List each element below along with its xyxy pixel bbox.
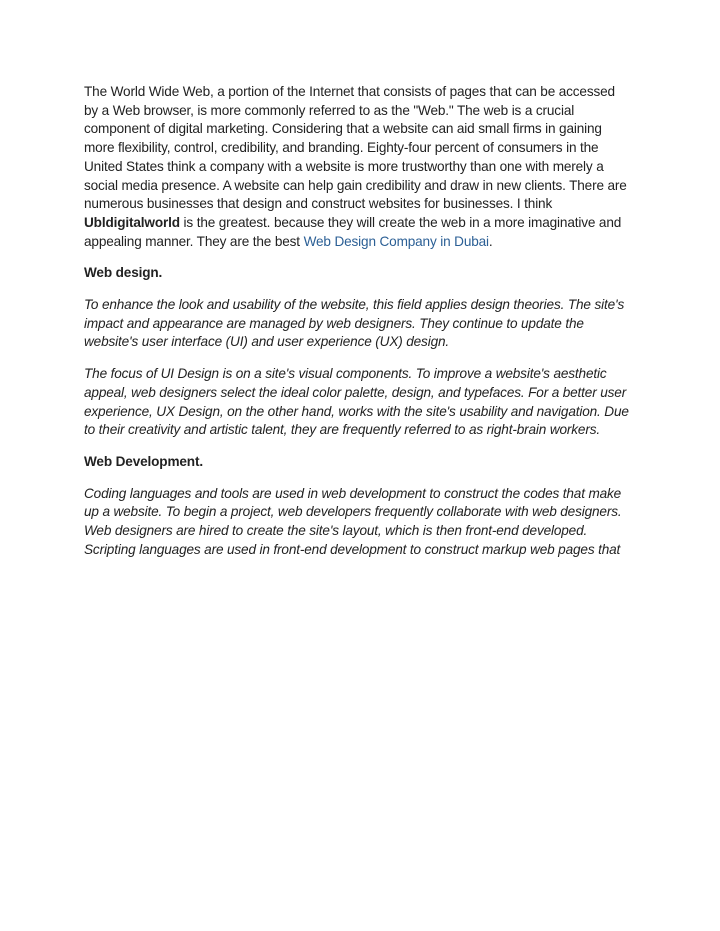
document-page: [84, 83, 632, 572]
intro-paragraph: [84, 83, 632, 251]
web-design-paragraph-2: The focus of UI Design is on a site's visual components. To improve a website's aesthetic appeal, web designers select the ideal color palette, design, and typefaces. For a better user experience, UX Design, on the other hand, works with the site's usability and navigation. Due to their creativity and artistic talent, they are frequently referred to as right-brain workers.: [84, 366, 629, 438]
intro-text-3: .: [488, 233, 493, 249]
web-development-heading: Web Development.: [84, 453, 203, 469]
web-design-company-link[interactable]: Web Design Company in Dubai: [303, 233, 489, 249]
web-design-paragraph-1: To enhance the look and usability of the website, this field applies design theories. The site's impact and appearance are managed by web designers. They continue to update the website's user interface (UI) and user experience (UX) design.: [84, 297, 625, 350]
intro-text-2: is the greatest. because they will create the web in a more imaginative and appealing manner. They are the best: [84, 214, 622, 249]
brand-name: Ubldigitalworld: [84, 214, 180, 230]
web-design-heading: Web design.: [84, 265, 163, 281]
intro-text-1: The World Wide Web, a portion of the Internet that consists of pages that can be accessed by a Web browser, is more commonly referred to as the "Web." The web is a crucial component of digital marketing. Considering that a website can aid small firms in gaining more flexibility, control, credibility, and branding. Eighty-four percent of consumers in the United States think a company with a website is more trustworthy than one with merely a social media presence. A website can help gain credibility and draw in new clients. There are numerous businesses that design and construct websites for businesses. I think: [84, 84, 627, 212]
web-development-paragraph-1: Coding languages and tools are used in web development to construct the codes that make up a website. To begin a project, web developers frequently collaborate with web designers. Web designers are hired to create the site's layout, which is then front-end developed. Scripting languages are used in front-end development to construct markup web pages that: [84, 485, 622, 557]
